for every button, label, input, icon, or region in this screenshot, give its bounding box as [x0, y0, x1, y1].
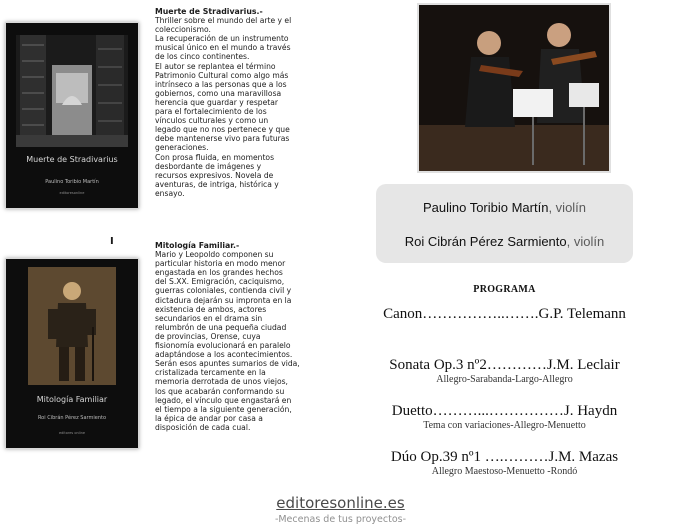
cover-publisher: editores online — [59, 431, 85, 435]
footer-site[interactable]: editoresonline.es — [276, 494, 405, 512]
program-title: PROGRAMA — [473, 284, 536, 295]
cover-author: Paulino Toribio Martín — [45, 179, 99, 185]
cover-title: Muerte de Stradivarius — [26, 155, 118, 164]
program-item-movements: Allegro Maestoso-Menuetto -Rondó — [431, 466, 578, 477]
desc-line: Thriller sobre el mundo del arte y el — [155, 16, 292, 26]
desc-line: guerras coloniales, contienda civil y — [155, 286, 292, 296]
desc-line: generaciones. — [155, 143, 209, 153]
musician-name: Paulino Toribio Martín — [422, 200, 549, 215]
desc-line: adaptándose a los acontecimientos. — [155, 350, 293, 360]
desc-line: memoria derrotada de unos viejos, — [155, 377, 288, 387]
desc-line: coleccionismo. — [155, 25, 211, 35]
musician-instrument: , violín — [548, 200, 587, 215]
desc-line: desbordante de imágenes y — [155, 161, 262, 171]
cover-art-building — [16, 35, 128, 147]
desc-line: El autor se replantea el término — [155, 61, 276, 71]
desc-line: legado, el vínculo que engastará en — [155, 395, 292, 405]
musician-name: Roi Cibrán Pérez Sarmiento — [404, 234, 567, 249]
program-item — [376, 449, 633, 477]
program-item — [376, 357, 633, 385]
desc-line: Con prosa fluida, en momentos — [155, 152, 275, 162]
book-description-mitologia — [155, 241, 317, 432]
musician-instrument: , violín — [566, 234, 605, 249]
desc-line: existencia de ambos, actores — [155, 304, 267, 314]
desc-line: secundarios en el drama sin — [155, 313, 263, 323]
book-cover-mitologia — [5, 258, 139, 449]
desc-line: Serán esos apuntes sumarios de vida, — [155, 359, 300, 369]
desc-line: de los cinco continentes. — [155, 52, 250, 62]
desc-line: la épica de andar por casa a — [155, 413, 263, 423]
desc-line: fisionomía evolucionará en paralelo — [155, 341, 291, 351]
program-item-movements: Tema con variaciones-Allegro-Menuetto — [423, 420, 586, 431]
book-heading: Mitología Familiar.- — [155, 241, 240, 250]
desc-line: para el fortalecimiento de los — [155, 107, 267, 117]
program-item — [376, 403, 633, 431]
cover-art-portrait — [28, 267, 116, 385]
desc-line: el tiempo a la siguiente generación, — [155, 404, 292, 414]
cover-publisher: editoresonline — [59, 191, 85, 195]
cover-title: Mitología Familiar — [36, 395, 108, 404]
book-heading: Muerte de Stradivarius.- — [155, 7, 263, 16]
desc-line: musical único en el mundo a través — [155, 43, 291, 53]
musician-2 — [376, 234, 633, 249]
program-item-line: Sonata Op.3 nº2…………J.M. Leclair — [389, 357, 620, 373]
desc-line: aventuras, de intriga, histórica y — [155, 179, 279, 189]
cover-author: Roi Cibrán Pérez Sarmiento — [37, 415, 107, 421]
musicians-box — [376, 184, 633, 263]
desc-line: debe mantenerse vivo para futuras — [155, 134, 290, 144]
book-description-stradivarius — [155, 7, 317, 198]
desc-line: cristalizada tercamente en la — [155, 368, 266, 378]
desc-line: disposición de cada cual. — [155, 422, 251, 432]
desc-line: intrínseco a las personas que a los — [155, 79, 287, 89]
desc-line: dictadura dejarán su impronta en la — [155, 295, 292, 305]
desc-line: los que acabarán conformando su — [155, 386, 285, 396]
desc-line: La recuperación de un instrumento — [155, 34, 289, 44]
desc-line: particular historia en modo menor — [155, 259, 286, 269]
desc-line: herencia que guardar y respetar — [155, 97, 279, 107]
desc-line: de provincias, Orense, cuya — [155, 331, 261, 341]
footer-slogan: -Mecenas de tus proyectos- — [274, 514, 407, 525]
musician-1 — [376, 200, 633, 215]
desc-line: engastada en los grandes hechos — [155, 268, 283, 278]
desc-line: ensayo. — [155, 188, 185, 198]
concert-photo — [417, 3, 611, 173]
program-item — [376, 306, 633, 323]
desc-line: legado que no nos pertenece y que — [155, 125, 290, 135]
desc-line: relumbrón de una pequeña ciudad — [155, 322, 287, 332]
program-item-line: Dúo Op.39 nº1 ….………J.M. Mazas — [390, 449, 619, 465]
desc-line: recursos expresivos. Novela de — [155, 170, 274, 180]
desc-line: del S.XX. Emigración, caciquismo, — [155, 277, 285, 287]
desc-line: Patrimonio Cultural como algo más — [155, 70, 289, 80]
desc-line: vínculos culturales y como un — [155, 116, 269, 126]
desc-line: Mario y Leopoldo componen su — [155, 250, 274, 260]
desc-line: gobiernos, como una maravillosa — [155, 88, 282, 98]
book-cover-stradivarius — [5, 22, 139, 209]
program-item-line: Canon……………..…….G.P. Telemann — [383, 306, 626, 322]
program-item-line: Duetto………...……………J. Haydn — [391, 403, 618, 419]
stray-mark: I — [110, 236, 114, 247]
program-item-movements: Allegro-Sarabanda-Largo-Allegro — [436, 374, 573, 385]
